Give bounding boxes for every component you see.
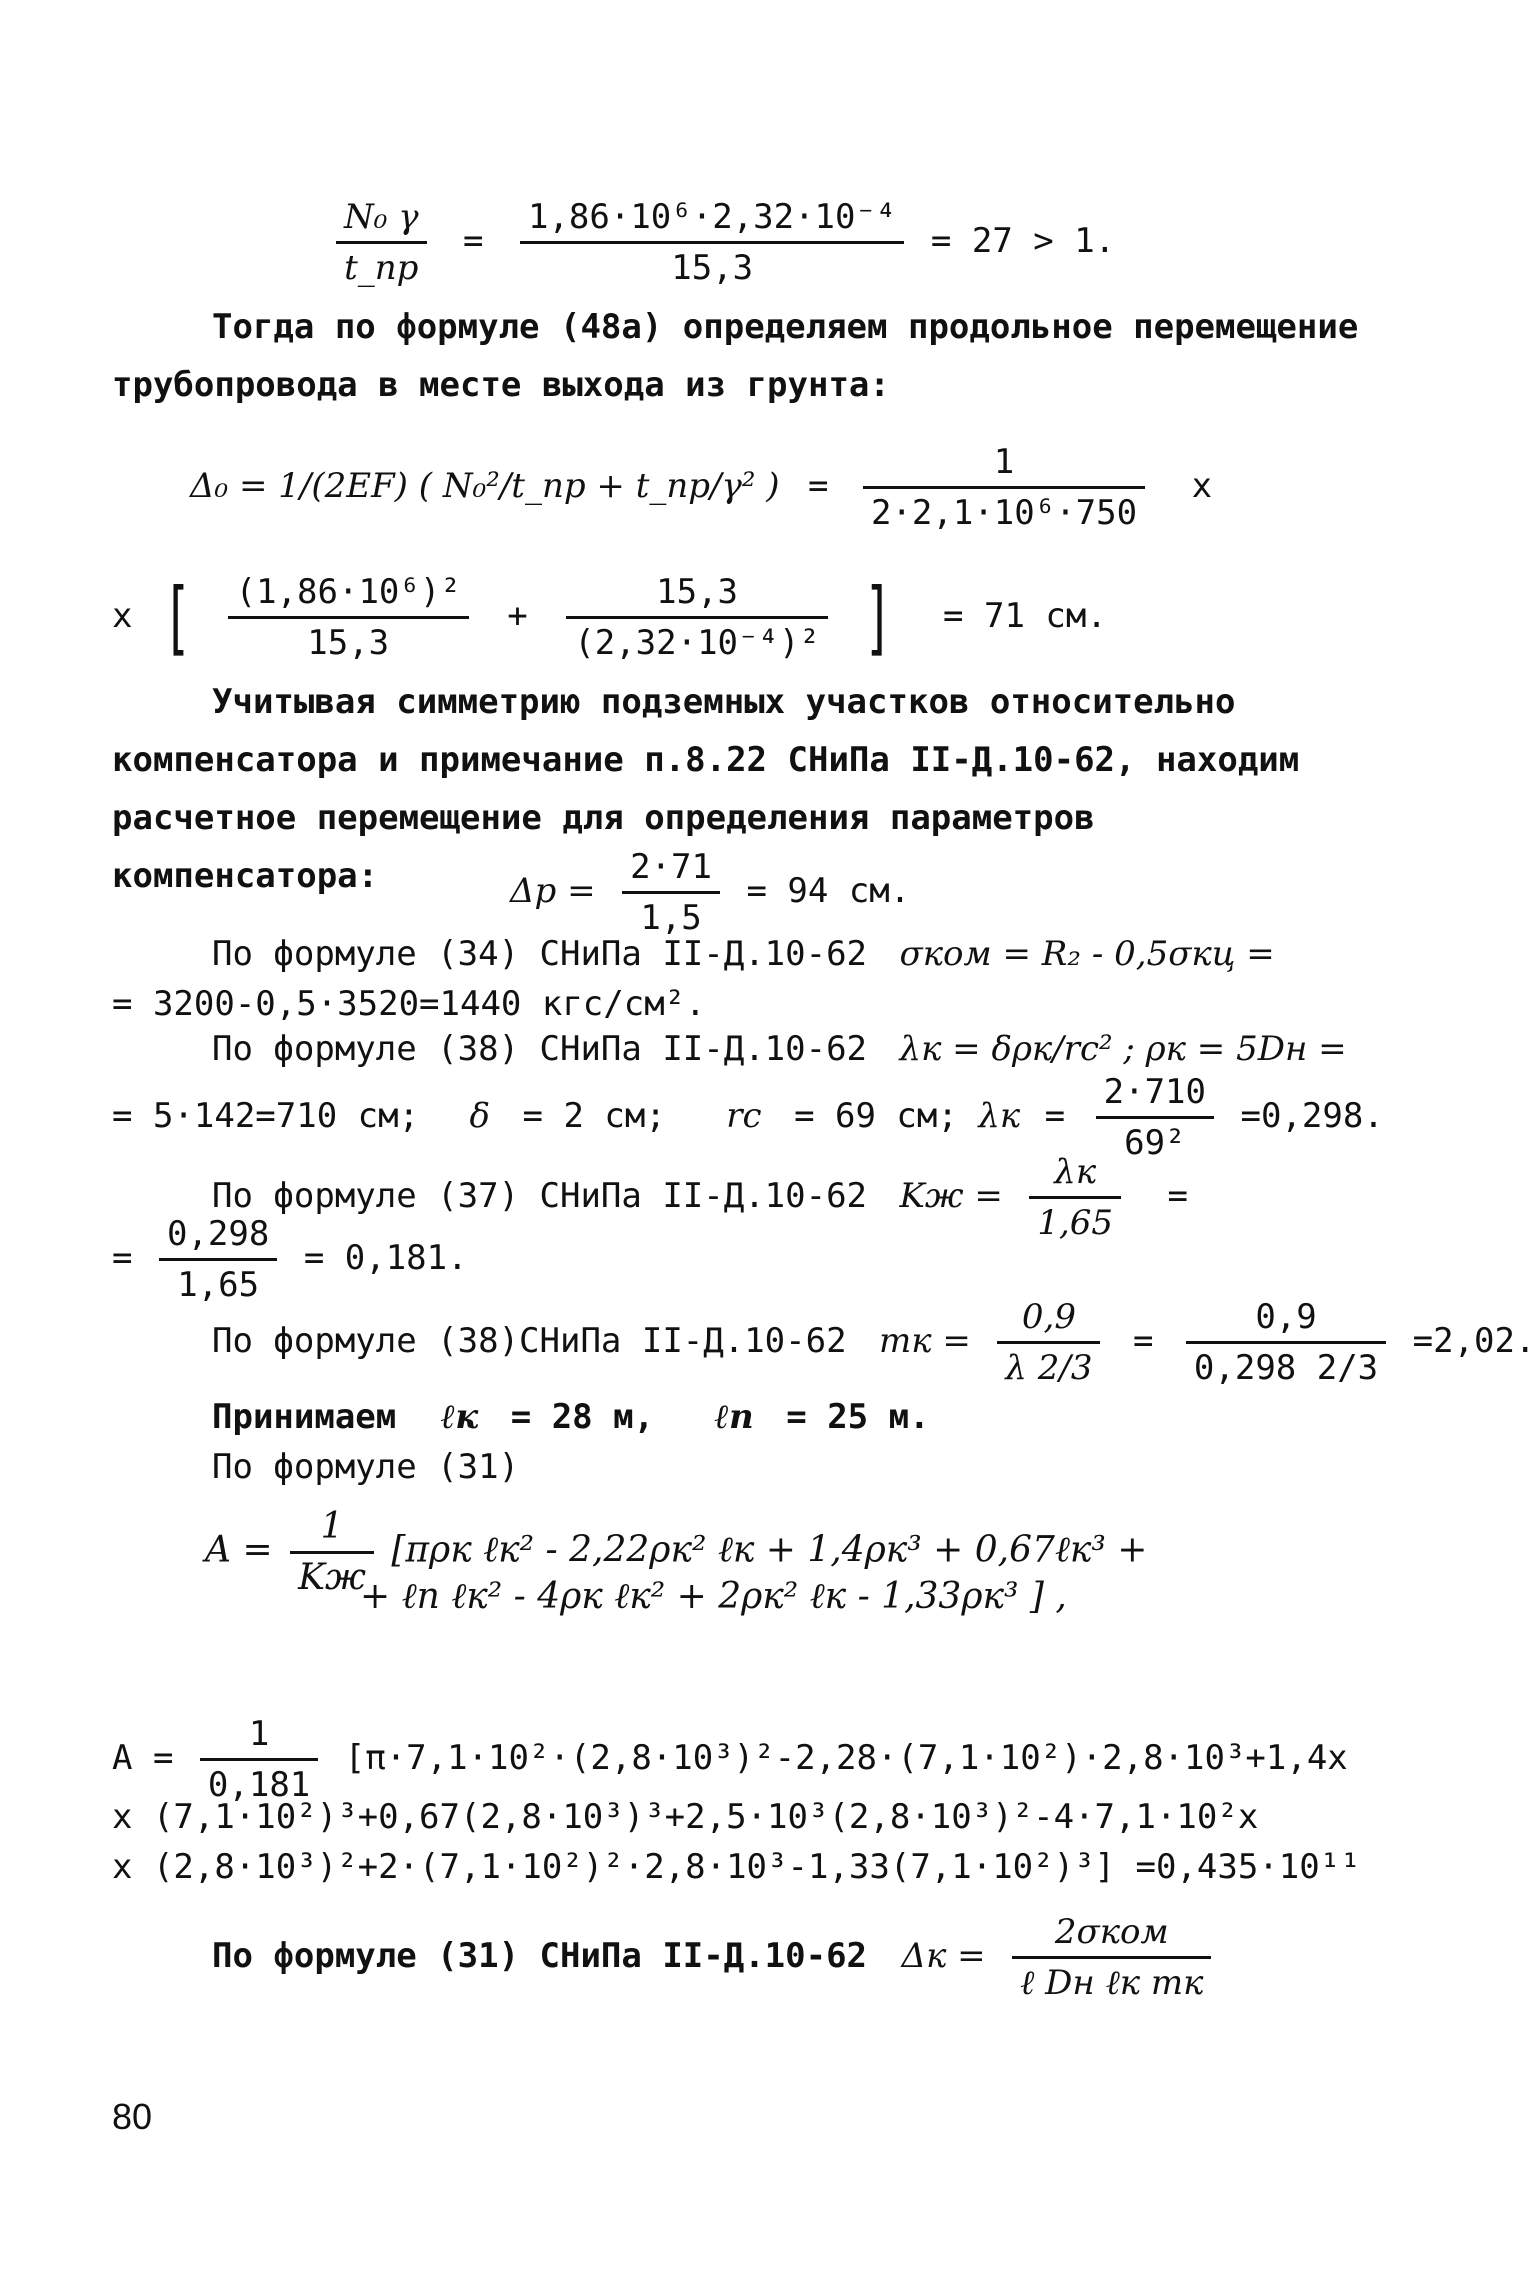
formula-31-line-1: A = $\frac{1}{Kж}$ [πρк ℓк² - 2,22ρк² ℓк + 1,4ρк³ + 0,67ℓк³ +: [205, 1506, 1148, 1598]
fraction: $\frac{\text{1,86·10⁶·2,32·10⁻⁴}}{15,3}$: [520, 195, 904, 290]
fraction: $\frac{\lambda к}{1,65}$: [1029, 1150, 1121, 1245]
formula-31-line-2: + ℓп ℓк² - 4ρк ℓк² + 2ρк² ℓк - 1,33ρк³ ] ,: [360, 1576, 1067, 1617]
formula-37-line-2: = $\frac{0,298}{1,65}$ = 0,181.: [112, 1214, 468, 1305]
formula-38-mk: По формуле (38)СНиПа II-Д.10-62 mк = $\frac{0,9}{\lambda 2/3}$ = $\frac{0,9}{0,298 2/3}$ =2,02.: [212, 1297, 1535, 1388]
equation-3: Δp = $\frac{2\cdot 71}{1,5}$ = 94 см.: [510, 847, 911, 938]
accept-line: Принимаем ℓк = 28 м, ℓп = 25 м.: [212, 1397, 930, 1437]
formula-34-line-2: = 3200-0,5·3520=1440 кгс/см².: [112, 984, 706, 1024]
fraction: $\frac{2\cdot 710}{\text{69²}}$: [1096, 1070, 1214, 1165]
formula-31-label: По формуле (31): [212, 1447, 520, 1487]
formula-38-line-2: = 5·142=710 см; δ = 2 см; rс = 69 см; λк = $\frac{2\cdot 710}{\text{69²}}$ =0,298.: [112, 1072, 1384, 1163]
paragraph: Учитывая симметрию подземных участков относительно компенсатора и примечание п.8.22 СНиПа II-Д.10-62, находим расчетное перемещение для определения параметров компенсатора:: [112, 682, 1300, 896]
fraction: $\frac{1}{\text{2·2,1·10⁶·750}}$: [863, 440, 1145, 535]
fraction: $\frac{\text{N₀ γ}}{t\_пр}$: [336, 195, 427, 290]
fraction: $\frac{0,9}{\lambda 2/3}$: [997, 1295, 1100, 1390]
a-calc-line-1: A = $\frac{1}{0,181}$ [π·7,1·10²·(2,8·10³)²-2,28·(7,1·10²)·2,8·10³+1,4x: [112, 1714, 1348, 1805]
formula-37-line-1: По формуле (37) СНиПа II-Д.10-62 Kж = $\frac{\lambda к}{1,65}$ =: [212, 1152, 1189, 1243]
fraction: $\frac{1}{0,181}$: [200, 1712, 318, 1807]
a-calc-line-2: x (7,1·10²)³+0,67(2,8·10³)³+2,5·10³(2,8·10³)²-4·7,1·10²x: [112, 1797, 1259, 1837]
fraction: $\frac{0,298}{1,65}$: [159, 1212, 277, 1307]
a-calc-line-3: x (2,8·10³)²+2·(7,1·10²)²·2,8·10³-1,33(7,1·10²)³] =0,435·10¹¹: [112, 1847, 1361, 1887]
fraction: $\frac{15,3}{\text{(2,32·10⁻⁴)²}}$: [566, 570, 828, 665]
fraction: $\frac{\text{(1,86·10⁶)²}}{15,3}$: [228, 570, 469, 665]
equation-2-line-1: Δ₀ = 1/(2EF) ( N₀²/t_пр + t_пр/γ² ) = $\frac{1}{\text{2·2,1·10⁶·750}}$ x: [190, 442, 1213, 533]
fraction: $\frac{0,9}{0,298 2/3}$: [1186, 1295, 1386, 1390]
equation-2-line-2: x [ $\frac{\text{(1,86·10⁶)²}}{15,3}$ + $\frac{15,3}{\text{(2,32·10⁻⁴)²}}$ ] = 71 см.: [112, 570, 1107, 664]
fraction: $\frac{\text{2σком}}{\text{ℓ Dн ℓк mк}}$: [1012, 1910, 1211, 2005]
formula-34-line-1: По формуле (34) СНиПа II-Д.10-62 σком = R₂ - 0,5σкц =: [212, 934, 1275, 974]
paragraph: Тогда по формуле (48а) определяем продольное перемещение трубопровода в месте выхода из грунта:: [112, 307, 1359, 405]
equation-1: $\frac{\text{N₀ γ}}{t\_пр}$ = $\frac{\text{1,86·10⁶·2,32·10⁻⁴}}{15,3}$ = 27 > 1.: [330, 195, 1115, 290]
formula-31-delta-k: По формуле (31) СНиПа II-Д.10-62 Δк = $\frac{\text{2σком}}{\text{ℓ Dн ℓк mк}}$: [212, 1910, 1217, 2005]
fraction: $\frac{2\cdot 71}{1,5}$: [622, 845, 720, 940]
formula-38-line-1: По формуле (38) СНиПа II-Д.10-62 λк = δρк/rс² ; ρк = 5Dн =: [212, 1029, 1347, 1069]
fraction: $\frac{1}{Kж}$: [290, 1505, 374, 1600]
page-number: 80: [112, 2096, 153, 2137]
